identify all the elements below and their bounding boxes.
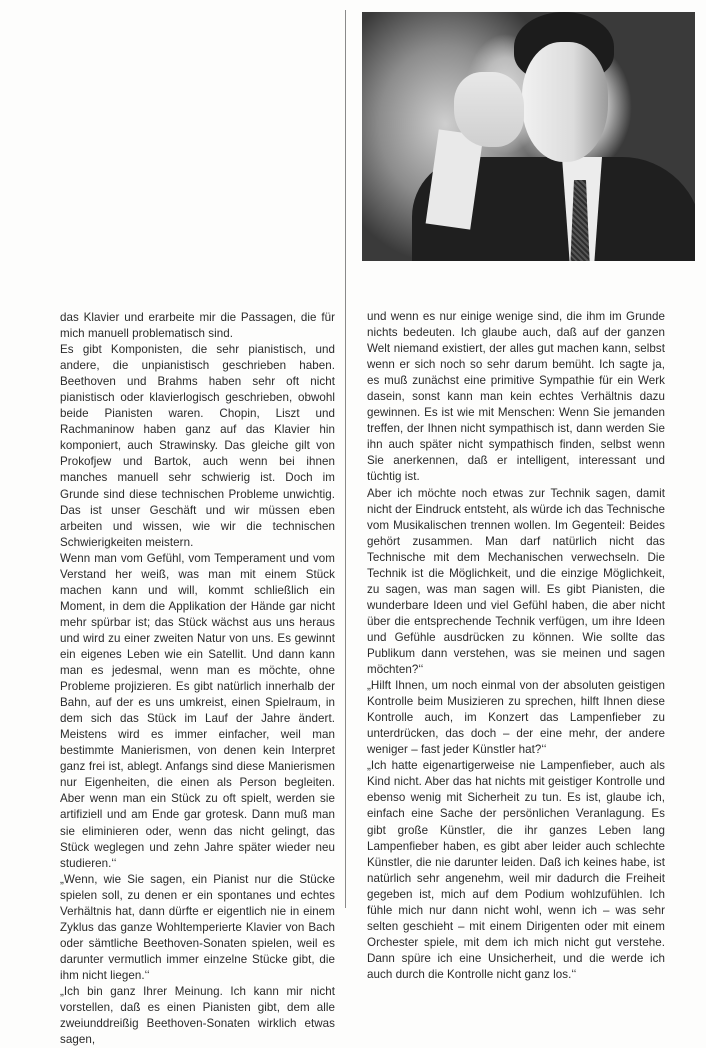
paragraph: Wenn man vom Gefühl, vom Temperament und vom Verstand her weiß, was man mit einem Stück machen kann und will, kommt schließlich ein Moment, in dem die Applikation der Hände gar nicht mehr spürbar ist; das Stück wächst aus uns heraus und wird zu einer zweiten Natur von uns. Es gewinnt ein eigenes Leben wie ein Satellit. Und dann kann man es jedesmal, wenn man es möchte, ohne Probleme projizieren. Es gibt natürlich innerhalb der Bahn, auf der es uns umkreist, einen Spielraum, in dem sich das Stück im Lauf der Jahre ändert. Meistens wird es immer einfacher, weil man bestimmte Manierismen, von denen kein Interpret ganz frei ist, ablegt. Anfangs sind diese Manierismen nur Eigenheiten, die einen als Person begleiten. Aber wenn man ein Stück zu oft spielt, werden sie artifiziell und am Ende gar grotesk. Dann muß man sie eliminieren oder, wenn das nicht gelingt, das Stück weglegen und zehn Jahre später wieder neu studieren.‘‘: [60, 551, 335, 870]
photo-face: [522, 42, 608, 162]
column-divider: [345, 10, 346, 908]
photo-hand: [454, 72, 524, 147]
paragraph: „Ich bin ganz Ihrer Meinung. Ich kann mir nicht vorstellen, daß es einen Pianisten gibt, dem alle zweiunddreißig Beethoven-Sonaten wirklich etwas sagen,: [60, 984, 335, 1047]
paragraph: „Ich hatte eigenartigerweise nie Lampenfieber, auch als Kind nicht. Aber das hat nichts mit geistiger Kontrolle und ebenso wenig mit Sicherheit zu tun. Es ist, glaube ich, einfach eine Sache der persönlichen Veranlagung. Es gibt große Künstler, die ihr ganzes Leben lang Lampenfieber haben, es gibt aber leider auch schlechte Künstler, die nie darunter leiden. Daß ich keines habe, ist natürlich sehr angenehm, weil mir dadurch die Freiheit gegeben ist, mich auf dem Podium wohlzufühlen. Ich fühle mich nur dann nicht wohl, wenn ich – was sehr selten geschieht – mit einem Dirigenten oder mit einem Orchester spiele, mit dem ich mich nicht gut verstehe. Dann spüre ich eine Unsicherheit, und die werde ich auch durch die Kontrolle nicht ganz los.‘‘: [367, 759, 665, 981]
left-text-column: [60, 310, 335, 1048]
paragraph: Aber ich möchte noch etwas zur Technik sagen, damit nicht der Eindruck entsteht, als würde ich das Technische vom Musikalischen trennen wollen. Im Gegenteil: Beides gehört zusammen. Man darf natürlich nicht das Technische mit dem Mechanischen verwechseln. Die Technik ist die Möglichkeit, und die einzige Möglichkeit, zu sagen, was man sagen will. Es gibt Pianisten, die wunderbare Ideen und viel Gefühl haben, die aber nicht über die entsprechende Technik verfügen, um ihre Ideen und Gefühle ausdrücken zu können. Wie sollte das Publikum dann verstehen, was sie meinen und sagen möchten?‘‘: [367, 486, 665, 677]
paragraph: „Wenn, wie Sie sagen, ein Pianist nur die Stücke spielen soll, zu denen er ein spontanes und echtes Verhältnis hat, dann dürfte er eigentlich nie in einem Zyklus das ganze Wohltemperierte Klavier von Bach oder sämtliche Beethoven-Sonaten spielen, weil es darunter vermutlich immer einzelne Stücke gibt, die ihm nicht liegen.‘‘: [60, 872, 335, 982]
right-text-column: [367, 309, 665, 983]
paragraph: und wenn es nur einige wenige sind, die ihm im Grunde nichts bedeuten. Ich glaube auch, daß auf der ganzen Welt niemand existiert, der alles gut machen kann, selbst wenn er sich noch so sehr darum bemüht. Ich sagte ja, es muß zunächst eine primitive Sympathie für ein Werk dasein, sonst kann man kein echtes Verhältnis dazu gewinnen. Es ist wie mit Menschen: Wenn Sie jemanden treffen, der Ihnen nicht sympathisch ist, dann werden Sie ihn auch später nicht sympathisch finden, selbst wenn Sie anerkennen, daß er intelligent, interessant und tüchtig ist.: [367, 310, 665, 484]
paragraph: „Hilft Ihnen, um noch einmal von der absoluten geistigen Kontrolle beim Musizieren zu sprechen, hilft Ihnen diese Kontrolle auch, im Konzert das Lampenfieber zu unterdrücken, das doch – der eine mehr, der andere weniger – fast jeder Künstler hat?‘‘: [367, 679, 665, 757]
paragraph: Es gibt Komponisten, die sehr pianistisch, und andere, die unpianistisch geschrieben haben. Beethoven und Brahms haben sehr oft nicht pianistisch oder klavierlogisch geschrieben, obwohl beide Pianisten waren. Chopin, Liszt und Rachmaninow haben ganz auf das Klavier hin komponiert, auch Strawinsky. Das gleiche gilt von Prokofjew und Bartok, auch wenn bei ihnen manches manuell sehr schwierig ist. Doch im Grunde sind diese technischen Probleme unwichtig. Das ist unser Geschäft und wir müssen eben arbeiten und wissen, wie wir die technischen Schwierigkeiten meistern.: [60, 343, 335, 549]
portrait-photo: [362, 12, 695, 261]
paragraph: das Klavier und erarbeite mir die Passagen, die für mich manuell problematisch sind.: [60, 311, 335, 341]
